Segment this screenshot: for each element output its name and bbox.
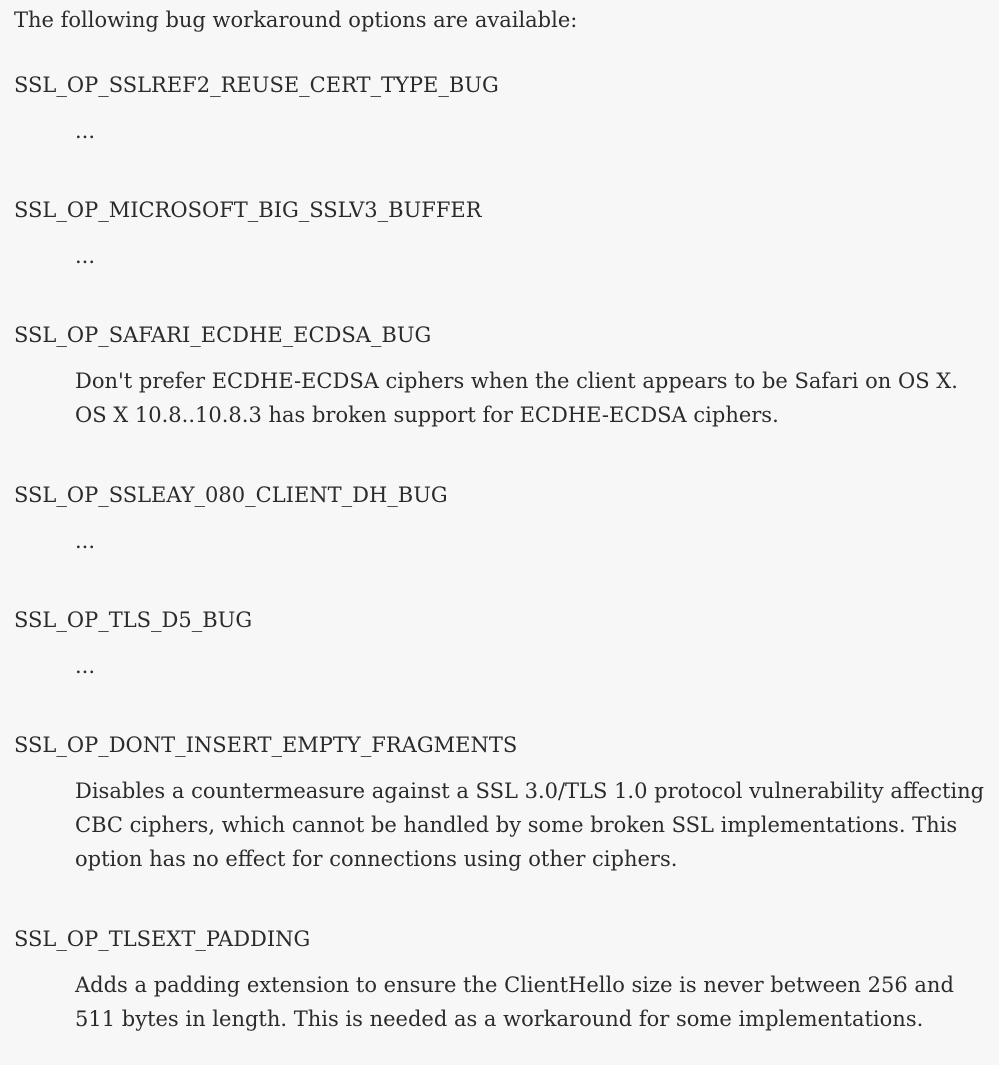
option-description-ssl-op-ssleay-080-client-dh-bug: ... xyxy=(75,529,96,553)
option-description-ssl-op-microsoft-big-sslv3-buffer: ... xyxy=(75,244,96,268)
option-name-ssl-op-tlsext-padding: SSL_OP_TLSEXT_PADDING xyxy=(14,927,311,951)
option-name-ssl-op-microsoft-big-sslv3-buffer: SSL_OP_MICROSOFT_BIG_SSLV3_BUFFER xyxy=(14,198,482,222)
option-description-ssl-op-tlsext-padding: Adds a padding extension to ensure the ClientHello size is never between 256 and 511 bytes in length. This is needed as a workaround for some implementations. xyxy=(75,973,954,1031)
option-description-ssl-op-tls-d5-bug: ... xyxy=(75,654,96,678)
option-description-ssl-op-dont-insert-empty-fragments: Disables a countermeasure against a SSL 3.0/TLS 1.0 protocol vulnerability affecting CBC ciphers, which cannot be handled by some broken SSL implementations. This option has no effect for connections using other ciphers. xyxy=(75,779,985,871)
option-name-ssl-op-ssleay-080-client-dh-bug: SSL_OP_SSLEAY_080_CLIENT_DH_BUG xyxy=(14,483,448,507)
option-name-ssl-op-sslref2-reuse-cert-type-bug: SSL_OP_SSLREF2_REUSE_CERT_TYPE_BUG xyxy=(14,73,499,97)
option-description-ssl-op-safari-ecdhe-ecdsa-bug: Don't prefer ECDHE-ECDSA ciphers when the client appears to be Safari on OS X. OS X 10.8..10.8.3 has broken support for ECDHE-ECDSA ciphers. xyxy=(75,369,958,427)
option-description-ssl-op-sslref2-reuse-cert-type-bug: ... xyxy=(75,119,96,143)
bug-workaround-options-list xyxy=(14,68,985,1036)
option-name-ssl-op-dont-insert-empty-fragments: SSL_OP_DONT_INSERT_EMPTY_FRAGMENTS xyxy=(14,733,518,757)
option-name-ssl-op-safari-ecdhe-ecdsa-bug: SSL_OP_SAFARI_ECDHE_ECDSA_BUG xyxy=(14,323,432,347)
intro-text: The following bug workaround options are available: xyxy=(14,8,578,32)
option-name-ssl-op-tls-d5-bug: SSL_OP_TLS_D5_BUG xyxy=(14,608,253,632)
